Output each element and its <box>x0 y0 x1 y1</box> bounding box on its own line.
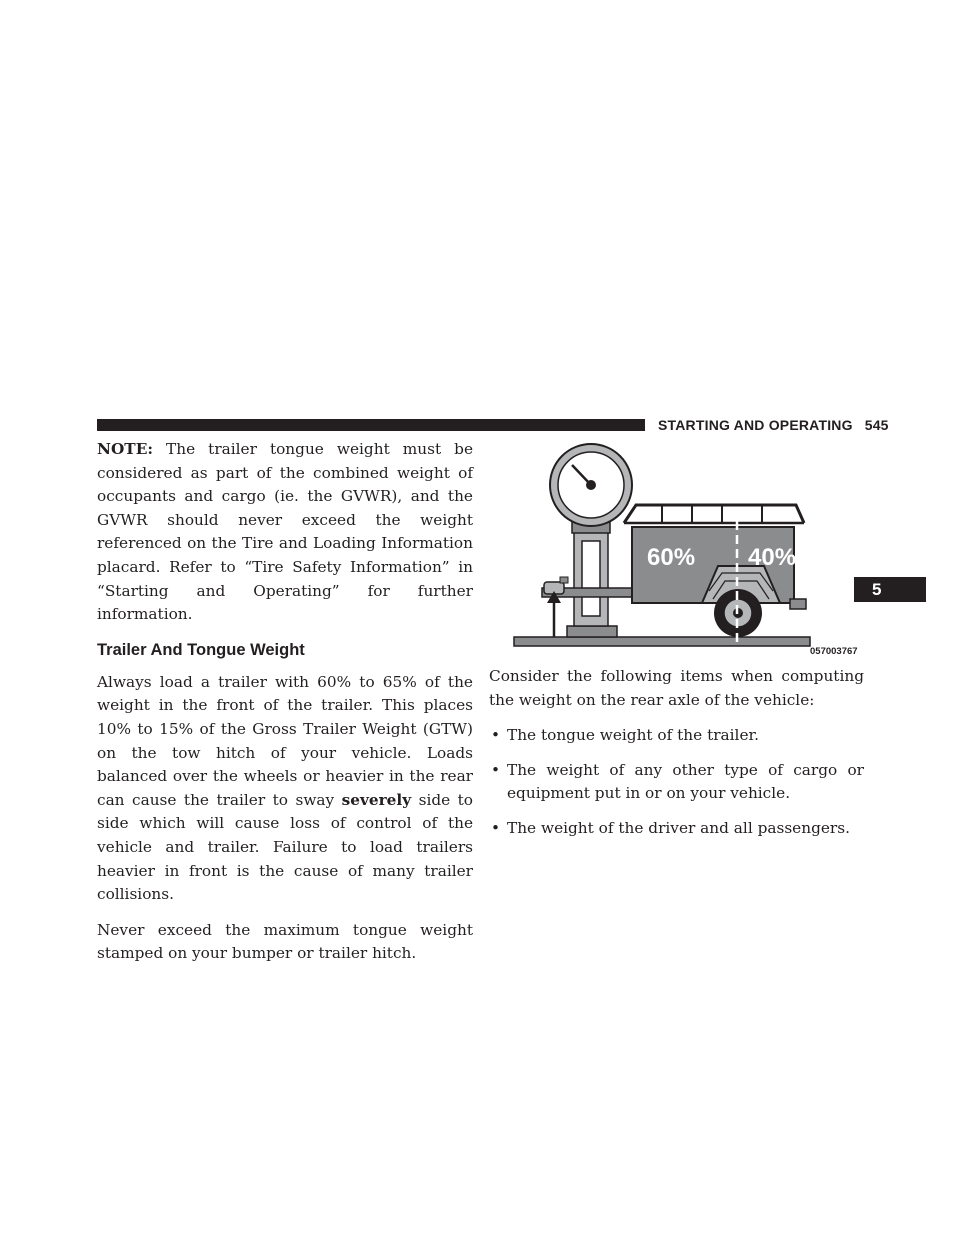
scale-base <box>567 626 617 637</box>
loading-text-part2: side to side which will cause loss of control of the vehicle and trailer. Failure to load trailers heavier in front is the cause of many trailer collisions. <box>97 790 474 904</box>
max-tongue-paragraph: Never exceed the maximum tongue weight stamped on your bumper or trailer hitch. <box>97 920 473 963</box>
note-text: The trailer tongue weight must be considered as part of the combined weight of occupants and cargo (ie. the GVWR), and the GVWR should never exceed the weight referenced on the Tire and Loading Information placard. Refer to “Tire Safety Information” in “Starting and Operating” for further information. <box>97 440 473 624</box>
right-column <box>489 665 864 852</box>
note-label: NOTE: <box>97 440 153 458</box>
front-weight-label: 60% <box>647 544 696 571</box>
ground-strip <box>514 637 810 646</box>
bullet-text: The weight of the driver and all passengers. <box>507 818 850 837</box>
chapter-tab[interactable]: 5 <box>854 577 926 602</box>
bullet-text: The tongue weight of the trailer. <box>507 726 759 745</box>
rear-weight-label: 40% <box>748 544 797 571</box>
loading-paragraph <box>97 671 473 907</box>
rear-bumper <box>790 599 806 609</box>
header-section-title: STARTING AND OPERATING <box>658 417 853 433</box>
list-item <box>489 724 864 748</box>
hitch-latch <box>560 577 568 583</box>
trailer-weight-figure <box>512 441 862 661</box>
header-rule <box>97 419 645 431</box>
trailer-top-rail <box>624 505 804 523</box>
bullet-icon: • <box>491 726 501 745</box>
bullet-icon: • <box>491 760 501 779</box>
scale-column-window <box>582 541 600 616</box>
running-header <box>658 417 889 433</box>
axle-weight-list <box>489 724 864 840</box>
section-heading: Trailer And Tongue Weight <box>97 640 305 659</box>
bullet-text: The weight of any other type of cargo or equipment put in or on your vehicle. <box>507 760 864 803</box>
loading-text-part1: Always load a trailer with 60% to 65% of the weight in the front of the trailer. This places 10% to 15% of the Gross Trailer Weight (GTW) on the tow hitch of your vehicle. Loads balanced over the wheels or heavier in the rear can cause the trailer to sway <box>97 672 473 809</box>
bullet-icon: • <box>491 818 501 837</box>
left-column <box>97 438 473 978</box>
list-item <box>489 817 864 841</box>
axle-intro-paragraph: Consider the following items when computing the weight on the rear axle of the vehicle: <box>489 667 864 709</box>
figure-code: 057003767 <box>810 646 858 657</box>
note-paragraph <box>97 438 473 627</box>
gauge-hub <box>586 480 596 490</box>
page-number: 545 <box>864 417 889 433</box>
emphasis-severely: severely <box>341 790 412 809</box>
list-item <box>489 759 864 806</box>
trailer-scale-illustration <box>512 441 862 661</box>
